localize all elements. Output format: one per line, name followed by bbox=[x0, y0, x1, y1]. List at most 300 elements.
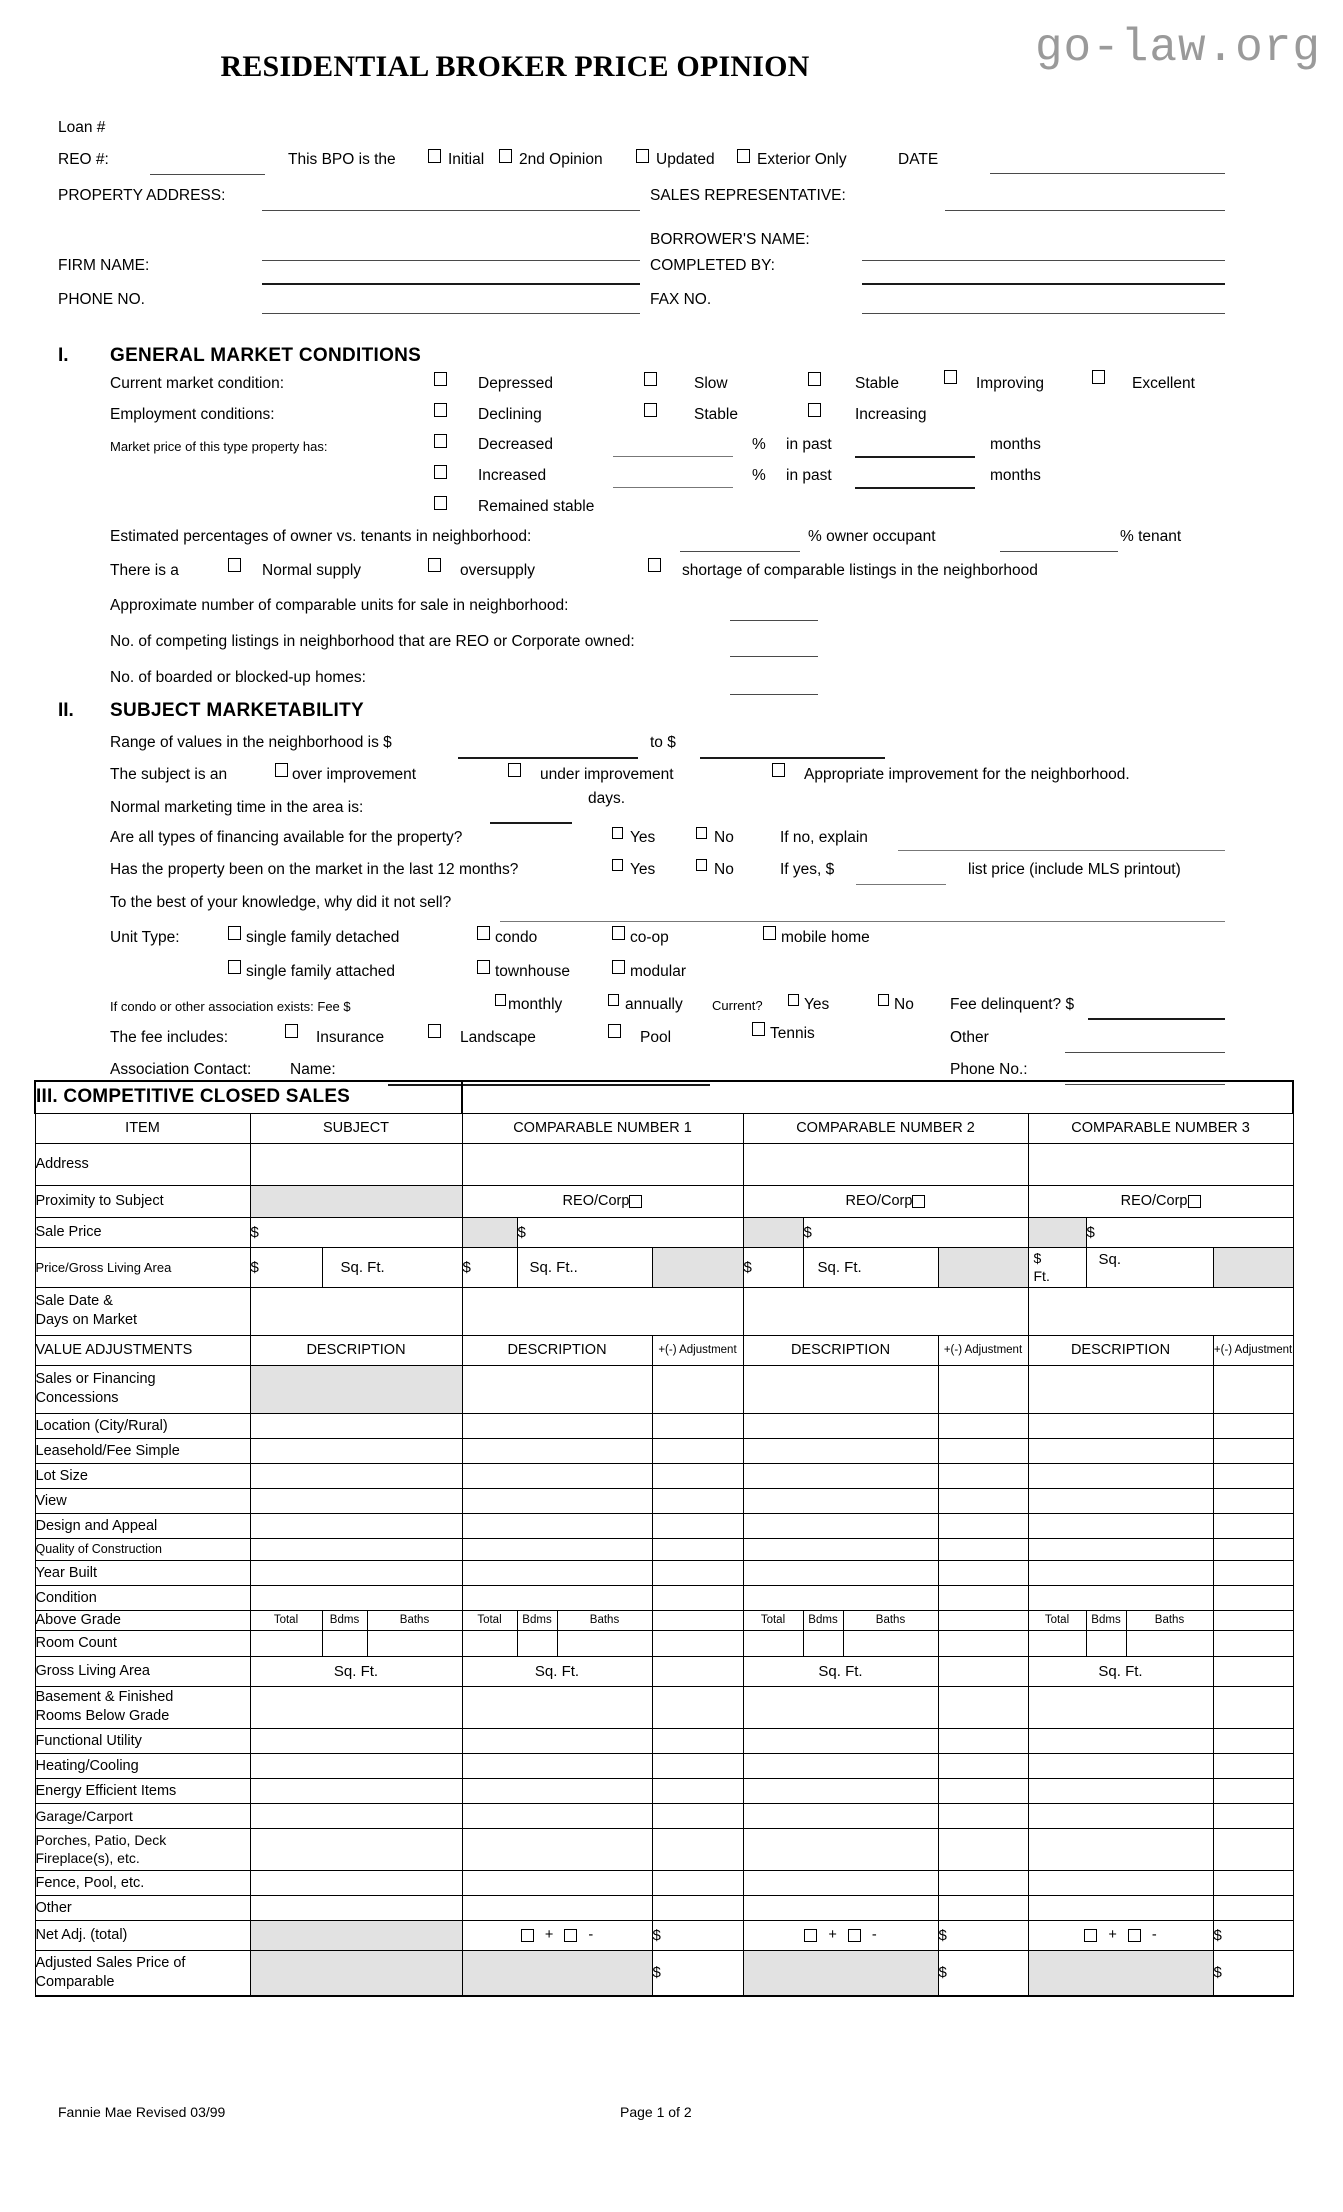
checkbox-market-stable[interactable] bbox=[808, 372, 821, 386]
cell-proximity-comp3[interactable] bbox=[1028, 1185, 1293, 1217]
cell-energy-comp1-adj[interactable] bbox=[652, 1778, 743, 1803]
cell-design-comp1-adj[interactable] bbox=[652, 1513, 743, 1538]
cell-functional-comp2-adj[interactable] bbox=[938, 1728, 1028, 1753]
row-label-above-grade: Above Grade bbox=[35, 1610, 250, 1630]
table-row-sale-date bbox=[35, 1287, 1293, 1335]
cell-year-comp1-desc[interactable] bbox=[462, 1560, 652, 1585]
cell-basement-subject[interactable] bbox=[250, 1686, 462, 1728]
cell-condition-comp2-desc[interactable] bbox=[743, 1585, 938, 1610]
competing-listings-input[interactable] bbox=[730, 656, 818, 657]
tenant-percent-input[interactable] bbox=[1000, 551, 1118, 552]
cell-sales-financing-comp1-desc[interactable] bbox=[462, 1365, 652, 1413]
cell-baths-subject[interactable] bbox=[367, 1630, 462, 1656]
checkbox-financing-yes[interactable] bbox=[612, 827, 623, 839]
cell-garage-comp2-desc[interactable] bbox=[743, 1803, 938, 1828]
cell-view-comp2-adj[interactable] bbox=[938, 1488, 1028, 1513]
checkbox-bpo-updated[interactable] bbox=[636, 149, 649, 163]
employment-option-increasing: Increasing bbox=[855, 406, 927, 423]
cell-fence-comp1-desc[interactable] bbox=[462, 1870, 652, 1895]
row-label-lot-size: Lot Size bbox=[35, 1463, 250, 1488]
net-adj-plus-label-1: + bbox=[544, 1927, 554, 1943]
checkbox-price-decreased[interactable] bbox=[434, 434, 447, 448]
cell-bdms-subject[interactable] bbox=[322, 1630, 367, 1656]
checkbox-net-adj-minus-3[interactable] bbox=[1128, 1929, 1141, 1942]
cell-gla-comp2[interactable]: Sq. Ft. bbox=[743, 1656, 938, 1686]
cell-sale-date-comp3[interactable] bbox=[1028, 1287, 1293, 1335]
cell-year-comp3-adj[interactable] bbox=[1213, 1560, 1293, 1585]
cell-fence-comp1-adj[interactable] bbox=[652, 1870, 743, 1895]
bpo-option-2nd: 2nd Opinion bbox=[519, 151, 603, 168]
col-header-adjustment-comp1: +(-) Adjustment bbox=[652, 1335, 743, 1365]
cell-porches-comp1-adj[interactable] bbox=[652, 1828, 743, 1870]
checkbox-reo-corp-3[interactable] bbox=[1188, 1195, 1201, 1208]
cell-heating-comp3-desc[interactable] bbox=[1028, 1753, 1213, 1778]
checkbox-net-adj-plus-1[interactable] bbox=[521, 1929, 534, 1942]
cell-sale-date-comp2[interactable] bbox=[743, 1287, 1028, 1335]
competitive-closed-sales-table bbox=[34, 1080, 1294, 1997]
owner-occupant-percent-input[interactable] bbox=[680, 551, 800, 552]
cell-year-comp1-adj[interactable] bbox=[652, 1560, 743, 1585]
cell-condition-comp3-adj[interactable] bbox=[1213, 1585, 1293, 1610]
boarded-homes-input[interactable] bbox=[730, 694, 818, 695]
cell-net-adj-comp1-value[interactable]: $ bbox=[652, 1920, 743, 1950]
cell-view-comp1-adj[interactable] bbox=[652, 1488, 743, 1513]
cell-quality-comp2-desc[interactable] bbox=[743, 1538, 938, 1560]
cell-view-subject[interactable] bbox=[250, 1488, 462, 1513]
cell-gla-comp1-adj[interactable] bbox=[652, 1656, 743, 1686]
reo-number-input[interactable] bbox=[150, 174, 265, 175]
checkbox-modular[interactable] bbox=[612, 960, 625, 974]
cell-fence-comp3-adj[interactable] bbox=[1213, 1870, 1293, 1895]
subhdr-baths-comp2: Baths bbox=[843, 1610, 938, 1630]
checkbox-mobile-home[interactable] bbox=[763, 926, 776, 940]
cell-price-gla-comp1-dollar[interactable]: $ bbox=[462, 1247, 517, 1287]
table-row-room-count-subheader bbox=[35, 1610, 1293, 1630]
cell-gla-subject[interactable]: Sq. Ft. bbox=[250, 1656, 462, 1686]
why-not-sell-input[interactable] bbox=[500, 921, 1225, 922]
marketing-time-label: Normal marketing time in the area is: bbox=[110, 799, 364, 816]
cell-lot-size-comp1-desc[interactable] bbox=[462, 1463, 652, 1488]
cell-net-adj-comp2-value[interactable]: $ bbox=[938, 1920, 1028, 1950]
cell-lot-size-comp2-adj[interactable] bbox=[938, 1463, 1028, 1488]
cell-year-comp2-desc[interactable] bbox=[743, 1560, 938, 1585]
checkbox-net-adj-minus-2[interactable] bbox=[848, 1929, 861, 1942]
cell-sales-financing-comp2-adj[interactable] bbox=[938, 1365, 1028, 1413]
cell-location-comp3-adj[interactable] bbox=[1213, 1413, 1293, 1438]
cell-garage-subject[interactable] bbox=[250, 1803, 462, 1828]
checkbox-normal-supply[interactable] bbox=[228, 558, 241, 572]
cell-porches-subject[interactable] bbox=[250, 1828, 462, 1870]
cell-location-comp2-desc[interactable] bbox=[743, 1413, 938, 1438]
cell-lot-size-subject[interactable] bbox=[250, 1463, 462, 1488]
cell-net-adj-comp2-signs[interactable] bbox=[743, 1920, 938, 1950]
checkbox-bpo-2nd-opinion[interactable] bbox=[499, 149, 512, 163]
checkbox-price-remained-stable[interactable] bbox=[434, 496, 447, 510]
checkbox-coop[interactable] bbox=[612, 926, 625, 940]
if-no-explain-input[interactable] bbox=[898, 850, 1225, 851]
phone-number-input[interactable] bbox=[262, 313, 640, 314]
cell-address-comp2[interactable] bbox=[743, 1143, 1028, 1185]
fee-other-input[interactable] bbox=[1065, 1052, 1225, 1053]
employment-option-stable: Stable bbox=[694, 406, 738, 423]
checkbox-market-improving[interactable] bbox=[944, 370, 957, 384]
checkbox-financing-no[interactable] bbox=[696, 827, 707, 839]
cell-condition-subject[interactable] bbox=[250, 1585, 462, 1610]
cell-functional-comp3-desc[interactable] bbox=[1028, 1728, 1213, 1753]
cell-leasehold-comp1-adj[interactable] bbox=[652, 1438, 743, 1463]
marketing-time-input[interactable] bbox=[490, 822, 572, 824]
cell-fence-comp2-adj[interactable] bbox=[938, 1870, 1028, 1895]
cell-gla-comp1[interactable]: Sq. Ft. bbox=[462, 1656, 652, 1686]
firm-name-input[interactable] bbox=[262, 283, 640, 285]
cell-total-subject[interactable] bbox=[250, 1630, 322, 1656]
cell-location-subject[interactable] bbox=[250, 1413, 462, 1438]
cell-year-comp3-desc[interactable] bbox=[1028, 1560, 1213, 1585]
checkbox-appropriate-improvement[interactable] bbox=[772, 763, 785, 777]
cell-fence-comp3-desc[interactable] bbox=[1028, 1870, 1213, 1895]
table-row-porches bbox=[35, 1828, 1293, 1870]
cell-gla-comp2-adj[interactable] bbox=[938, 1656, 1028, 1686]
cell-net-adj-comp3-value[interactable]: $ bbox=[1213, 1920, 1293, 1950]
cell-design-subject[interactable] bbox=[250, 1513, 462, 1538]
checkbox-bpo-initial[interactable] bbox=[428, 149, 441, 163]
cell-porches-comp2-desc[interactable] bbox=[743, 1828, 938, 1870]
row-label-value-adjustments: VALUE ADJUSTMENTS bbox=[35, 1335, 250, 1365]
fee-current-label: Current? bbox=[712, 998, 763, 1013]
cell-basement-comp3-adj[interactable] bbox=[1213, 1686, 1293, 1728]
cell-energy-subject[interactable] bbox=[250, 1778, 462, 1803]
employment-option-declining: Declining bbox=[478, 406, 542, 423]
net-adj-minus-label-3: - bbox=[1151, 1927, 1157, 1943]
cell-garage-comp1-adj[interactable] bbox=[652, 1803, 743, 1828]
checkbox-market-slow[interactable] bbox=[644, 372, 657, 386]
cell-price-gla-subject-dollar[interactable]: $ bbox=[250, 1247, 322, 1287]
cell-other-comp2-desc[interactable] bbox=[743, 1895, 938, 1920]
cell-sale-price-comp2[interactable]: $ bbox=[803, 1217, 1028, 1247]
range-high-input[interactable] bbox=[700, 757, 885, 759]
subhdr-total-comp1: Total bbox=[462, 1610, 517, 1630]
row-label-design-appeal: Design and Appeal bbox=[35, 1513, 250, 1538]
cell-design-comp2-desc[interactable] bbox=[743, 1513, 938, 1538]
cell-address-comp1[interactable] bbox=[462, 1143, 743, 1185]
cell-sale-date-subject[interactable] bbox=[250, 1287, 462, 1335]
subhdr-baths-subject: Baths bbox=[367, 1610, 462, 1630]
cell-quality-subject[interactable] bbox=[250, 1538, 462, 1560]
property-address-input-line2[interactable] bbox=[262, 260, 640, 261]
checkbox-net-adj-plus-3[interactable] bbox=[1084, 1929, 1097, 1942]
cell-garage-comp3-desc[interactable] bbox=[1028, 1803, 1213, 1828]
property-address-input-line1[interactable] bbox=[262, 210, 640, 211]
cell-design-comp3-adj[interactable] bbox=[1213, 1513, 1293, 1538]
row-label-location: Location (City/Rural) bbox=[35, 1413, 250, 1438]
cell-other-subject[interactable] bbox=[250, 1895, 462, 1920]
cell-condition-comp1-desc[interactable] bbox=[462, 1585, 652, 1610]
cell-gla-comp3-adj[interactable] bbox=[1213, 1656, 1293, 1686]
cell-other-comp3-adj[interactable] bbox=[1213, 1895, 1293, 1920]
cell-functional-comp2-desc[interactable] bbox=[743, 1728, 938, 1753]
checkbox-fee-current-yes[interactable] bbox=[788, 994, 799, 1006]
cell-proximity-comp2[interactable] bbox=[743, 1185, 1028, 1217]
cell-other-comp3-desc[interactable] bbox=[1028, 1895, 1213, 1920]
checkbox-fee-annually[interactable] bbox=[608, 994, 619, 1006]
basement-line1: Basement & Finished bbox=[35, 1688, 174, 1705]
cell-design-comp1-desc[interactable] bbox=[462, 1513, 652, 1538]
cell-fence-comp2-desc[interactable] bbox=[743, 1870, 938, 1895]
cell-energy-comp3-adj[interactable] bbox=[1213, 1778, 1293, 1803]
cell-sales-financing-comp1-adj[interactable] bbox=[652, 1365, 743, 1413]
col-header-description-subject: DESCRIPTION bbox=[250, 1335, 462, 1365]
table-row-sale-price bbox=[35, 1217, 1293, 1247]
cell-baths-comp2[interactable] bbox=[843, 1630, 938, 1656]
cell-heating-comp2-adj[interactable] bbox=[938, 1753, 1028, 1778]
cell-garage-comp3-adj[interactable] bbox=[1213, 1803, 1293, 1828]
cell-functional-comp1-desc[interactable] bbox=[462, 1728, 652, 1753]
cell-basement-comp1-adj[interactable] bbox=[652, 1686, 743, 1728]
checkbox-under-improvement[interactable] bbox=[508, 763, 521, 777]
checkbox-shortage[interactable] bbox=[648, 558, 661, 572]
checkbox-fee-insurance[interactable] bbox=[285, 1024, 298, 1038]
increased-months-input[interactable] bbox=[855, 487, 975, 489]
basement-line2: Rooms Below Grade bbox=[35, 1708, 170, 1724]
row-label-fence-pool: Fence, Pool, etc. bbox=[35, 1870, 250, 1895]
row-label-functional-utility: Functional Utility bbox=[35, 1728, 250, 1753]
cell-heating-subject[interactable] bbox=[250, 1753, 462, 1778]
cell-fence-subject[interactable] bbox=[250, 1870, 462, 1895]
cell-heating-comp3-adj[interactable] bbox=[1213, 1753, 1293, 1778]
cell-net-adj-comp3-signs[interactable] bbox=[1028, 1920, 1213, 1950]
cell-sale-price-comp3[interactable]: $ bbox=[1086, 1217, 1293, 1247]
cell-condition-comp2-adj[interactable] bbox=[938, 1585, 1028, 1610]
cell-room-count-comp1-adj[interactable] bbox=[652, 1630, 743, 1656]
checkbox-fee-landscape[interactable] bbox=[428, 1024, 441, 1038]
cell-price-gla-comp3-sq: Sq. bbox=[1086, 1247, 1213, 1287]
date-input[interactable] bbox=[990, 173, 1225, 174]
checkbox-oversupply[interactable] bbox=[428, 558, 441, 572]
checkbox-net-adj-plus-2[interactable] bbox=[804, 1929, 817, 1942]
checkbox-fee-tennis[interactable] bbox=[752, 1022, 765, 1036]
cell-porches-comp2-adj[interactable] bbox=[938, 1828, 1028, 1870]
table-row-room-count-values bbox=[35, 1630, 1293, 1656]
cell-sale-date-comp1[interactable] bbox=[462, 1287, 743, 1335]
checkbox-net-adj-minus-1[interactable] bbox=[564, 1929, 577, 1942]
cell-design-comp3-desc[interactable] bbox=[1028, 1513, 1213, 1538]
cell-bdms-comp1[interactable] bbox=[517, 1630, 557, 1656]
cell-adjusted-comp2-value[interactable]: $ bbox=[938, 1950, 1028, 1996]
cell-lot-size-comp1-adj[interactable] bbox=[652, 1463, 743, 1488]
subhdr-total-comp2: Total bbox=[743, 1610, 803, 1630]
if-no-explain-label: If no, explain bbox=[780, 829, 868, 846]
col-header-comp-3: COMPARABLE NUMBER 3 bbox=[1028, 1113, 1293, 1143]
cell-total-comp3[interactable] bbox=[1028, 1630, 1086, 1656]
cell-design-comp2-adj[interactable] bbox=[938, 1513, 1028, 1538]
condo-association-fee-label: If condo or other association exists: Fee $ bbox=[110, 999, 351, 1014]
cell-price-gla-comp3-dollar[interactable] bbox=[1028, 1247, 1086, 1287]
cell-heating-comp1-adj[interactable] bbox=[652, 1753, 743, 1778]
fee-delinquent-input[interactable] bbox=[1088, 1018, 1225, 1020]
checkbox-employment-increasing[interactable] bbox=[808, 403, 821, 417]
cell-total-comp1[interactable] bbox=[462, 1630, 517, 1656]
sales-representative-label: SALES REPRESENTATIVE: bbox=[650, 187, 846, 204]
reo-corp-label-2: REO/Corp bbox=[845, 1193, 913, 1209]
row-label-sale-date bbox=[35, 1287, 250, 1335]
cell-condition-comp1-adj[interactable] bbox=[652, 1585, 743, 1610]
table-row-lot-size bbox=[35, 1463, 1293, 1488]
cell-adjusted-comp1-value[interactable]: $ bbox=[652, 1950, 743, 1996]
cell-leasehold-comp2-adj[interactable] bbox=[938, 1438, 1028, 1463]
cell-other-comp1-adj[interactable] bbox=[652, 1895, 743, 1920]
cell-basement-comp2-desc[interactable] bbox=[743, 1686, 938, 1728]
adjusted-price-line2: Comparable bbox=[35, 1973, 115, 1990]
cell-baths-comp1[interactable] bbox=[557, 1630, 652, 1656]
cell-view-comp3-desc[interactable] bbox=[1028, 1488, 1213, 1513]
financing-available-question: Are all types of financing available for the property? bbox=[110, 829, 463, 846]
checkbox-condo[interactable] bbox=[477, 926, 490, 940]
cell-heating-comp2-desc[interactable] bbox=[743, 1753, 938, 1778]
cell-sales-financing-comp2-desc[interactable] bbox=[743, 1365, 938, 1413]
cell-energy-comp3-desc[interactable] bbox=[1028, 1778, 1213, 1803]
decreased-months-label: months bbox=[990, 436, 1041, 453]
page-title: RESIDENTIAL BROKER PRICE OPINION bbox=[220, 50, 810, 83]
cell-quality-comp1-adj[interactable] bbox=[652, 1538, 743, 1560]
checkbox-single-family-detached[interactable] bbox=[228, 926, 241, 940]
table-column-header-row bbox=[35, 1113, 1293, 1143]
cell-view-comp1-desc[interactable] bbox=[462, 1488, 652, 1513]
table-row-fence-pool bbox=[35, 1870, 1293, 1895]
range-low-input[interactable] bbox=[458, 757, 638, 759]
cell-leasehold-comp1-desc[interactable] bbox=[462, 1438, 652, 1463]
cell-leasehold-comp3-desc[interactable] bbox=[1028, 1438, 1213, 1463]
cell-year-comp2-adj[interactable] bbox=[938, 1560, 1028, 1585]
cell-address-subject[interactable] bbox=[250, 1143, 462, 1185]
market-option-excellent: Excellent bbox=[1132, 375, 1195, 392]
cell-proximity-comp1[interactable] bbox=[462, 1185, 743, 1217]
fax-number-input[interactable] bbox=[862, 313, 1225, 314]
porches-line2: Fireplace(s), etc. bbox=[35, 1850, 140, 1866]
cell-functional-subject[interactable] bbox=[250, 1728, 462, 1753]
improvement-option-over: over improvement bbox=[292, 766, 417, 783]
cell-functional-comp1-adj[interactable] bbox=[652, 1728, 743, 1753]
decreased-months-input[interactable] bbox=[855, 456, 975, 458]
cell-room-count-comp2-adj[interactable] bbox=[938, 1630, 1028, 1656]
cell-quality-comp2-adj[interactable] bbox=[938, 1538, 1028, 1560]
checkbox-reo-corp-1[interactable] bbox=[629, 1195, 642, 1208]
reo-corp-label-1: REO/Corp bbox=[562, 1193, 630, 1209]
checkbox-on-market-no[interactable] bbox=[696, 859, 707, 871]
cell-quality-comp3-adj[interactable] bbox=[1213, 1538, 1293, 1560]
checkbox-market-depressed[interactable] bbox=[434, 372, 447, 386]
cell-sales-financing-comp3-adj[interactable] bbox=[1213, 1365, 1293, 1413]
decreased-percent-input[interactable] bbox=[613, 456, 733, 457]
cell-other-comp2-adj[interactable] bbox=[938, 1895, 1028, 1920]
cell-sales-financing-comp3-desc[interactable] bbox=[1028, 1365, 1213, 1413]
checkbox-townhouse[interactable] bbox=[477, 960, 490, 974]
cell-leasehold-comp3-adj[interactable] bbox=[1213, 1438, 1293, 1463]
row-label-price-gla: Price/Gross Living Area bbox=[35, 1247, 250, 1287]
checkbox-market-excellent[interactable] bbox=[1092, 370, 1105, 384]
cell-total-comp2[interactable] bbox=[743, 1630, 803, 1656]
cell-net-adj-comp1-signs[interactable] bbox=[462, 1920, 652, 1950]
sales-representative-input[interactable] bbox=[945, 210, 1225, 211]
cell-location-comp3-desc[interactable] bbox=[1028, 1413, 1213, 1438]
cell-location-comp1-adj[interactable] bbox=[652, 1413, 743, 1438]
table-row-net-adj bbox=[35, 1920, 1293, 1950]
reo-number-label: REO #: bbox=[58, 151, 109, 168]
cell-bdms-comp2[interactable] bbox=[803, 1630, 843, 1656]
cell-address-comp3[interactable] bbox=[1028, 1143, 1293, 1185]
approx-comparable-units-input[interactable] bbox=[730, 620, 818, 621]
cell-view-comp2-desc[interactable] bbox=[743, 1488, 938, 1513]
completed-by-input[interactable] bbox=[862, 283, 1225, 285]
list-price-input[interactable] bbox=[856, 884, 946, 885]
cell-lot-size-comp3-adj[interactable] bbox=[1213, 1463, 1293, 1488]
cell-energy-comp1-desc[interactable] bbox=[462, 1778, 652, 1803]
cell-basement-comp1-desc[interactable] bbox=[462, 1686, 652, 1728]
cell-functional-comp3-adj[interactable] bbox=[1213, 1728, 1293, 1753]
cell-energy-comp2-desc[interactable] bbox=[743, 1778, 938, 1803]
checkbox-employment-stable[interactable] bbox=[644, 403, 657, 417]
cell-energy-comp2-adj[interactable] bbox=[938, 1778, 1028, 1803]
borrowers-name-input[interactable] bbox=[862, 260, 1225, 261]
cell-baths-comp3[interactable] bbox=[1126, 1630, 1213, 1656]
cell-heating-comp1-desc[interactable] bbox=[462, 1753, 652, 1778]
unit-type-townhouse: townhouse bbox=[495, 963, 570, 980]
cell-location-comp1-desc[interactable] bbox=[462, 1413, 652, 1438]
cell-other-comp1-desc[interactable] bbox=[462, 1895, 652, 1920]
checkbox-reo-corp-2[interactable] bbox=[912, 1195, 925, 1208]
cell-quality-comp3-desc[interactable] bbox=[1028, 1538, 1213, 1560]
cell-bdms-comp3[interactable] bbox=[1086, 1630, 1126, 1656]
cell-location-comp2-adj[interactable] bbox=[938, 1413, 1028, 1438]
cell-lot-size-comp3-desc[interactable] bbox=[1028, 1463, 1213, 1488]
cell-view-comp3-adj[interactable] bbox=[1213, 1488, 1293, 1513]
cell-proximity-subject bbox=[250, 1185, 462, 1217]
checkbox-fee-monthly[interactable] bbox=[495, 994, 506, 1006]
checkbox-fee-current-no[interactable] bbox=[878, 994, 889, 1006]
col-header-comp-1: COMPARABLE NUMBER 1 bbox=[462, 1113, 743, 1143]
cell-porches-comp3-desc[interactable] bbox=[1028, 1828, 1213, 1870]
table-row-functional-utility bbox=[35, 1728, 1293, 1753]
checkbox-employment-declining[interactable] bbox=[434, 403, 447, 417]
checkbox-fee-pool[interactable] bbox=[608, 1024, 621, 1038]
cell-basement-comp2-adj[interactable] bbox=[938, 1686, 1028, 1728]
cell-quality-comp1-desc[interactable] bbox=[462, 1538, 652, 1560]
cell-garage-comp1-desc[interactable] bbox=[462, 1803, 652, 1828]
checkbox-on-market-yes[interactable] bbox=[612, 859, 623, 871]
improvement-option-under: under improvement bbox=[540, 766, 674, 783]
checkbox-single-family-attached[interactable] bbox=[228, 960, 241, 974]
cell-lot-size-comp2-desc[interactable] bbox=[743, 1463, 938, 1488]
financing-yes-label: Yes bbox=[630, 829, 656, 846]
cell-porches-comp1-desc[interactable] bbox=[462, 1828, 652, 1870]
checkbox-price-increased[interactable] bbox=[434, 465, 447, 479]
cell-sale-price-comp1[interactable]: $ bbox=[517, 1217, 743, 1247]
cell-gla-comp3[interactable]: Sq. Ft. bbox=[1028, 1656, 1213, 1686]
cell-basement-comp3-desc[interactable] bbox=[1028, 1686, 1213, 1728]
cell-porches-comp3-adj[interactable] bbox=[1213, 1828, 1293, 1870]
cell-price-gla-comp2-dollar[interactable]: $ bbox=[743, 1247, 803, 1287]
checkbox-over-improvement[interactable] bbox=[275, 763, 288, 777]
cell-garage-comp2-adj[interactable] bbox=[938, 1803, 1028, 1828]
cell-leasehold-subject[interactable] bbox=[250, 1438, 462, 1463]
increased-percent-input[interactable] bbox=[613, 487, 733, 488]
cell-year-subject[interactable] bbox=[250, 1560, 462, 1585]
cell-condition-comp3-desc[interactable] bbox=[1028, 1585, 1213, 1610]
cell-room-count-comp3-adj[interactable] bbox=[1213, 1630, 1293, 1656]
cell-leasehold-comp2-desc[interactable] bbox=[743, 1438, 938, 1463]
cell-adjusted-comp3-value[interactable]: $ bbox=[1213, 1950, 1293, 1996]
checkbox-bpo-exterior-only[interactable] bbox=[737, 149, 750, 163]
cell-sale-price-subject[interactable]: $ bbox=[250, 1217, 462, 1247]
